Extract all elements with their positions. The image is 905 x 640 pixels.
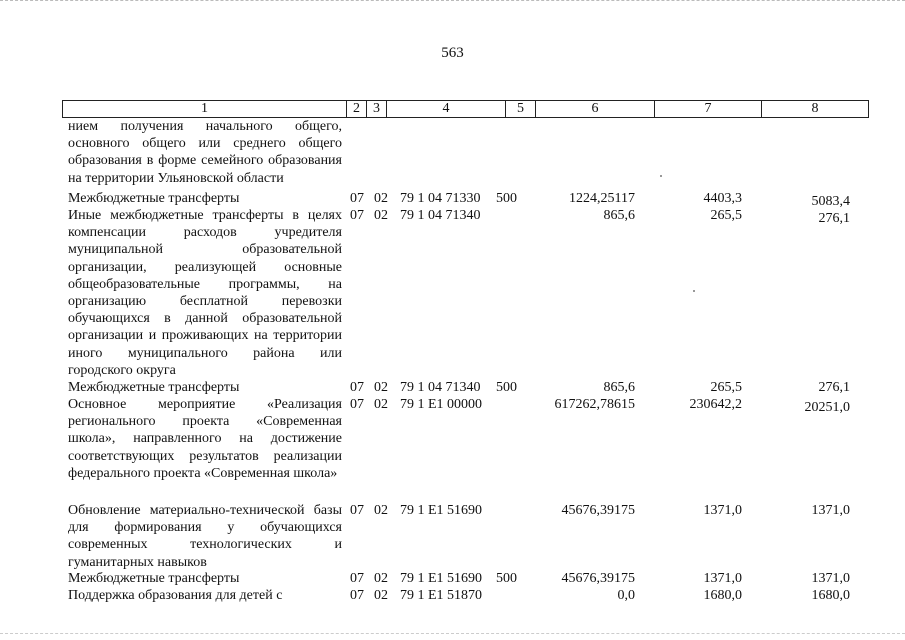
row-section-code: 07 bbox=[350, 571, 364, 586]
row-subsection-code: 02 bbox=[374, 191, 388, 206]
row-description: Основное мероприятие «Реализация регионального проекта «Современная школа», направленного на достижение соответствующих результатов реализации федерального проекта «Современная школа» bbox=[68, 397, 342, 481]
row-amount-col8: 1371,0 bbox=[811, 571, 850, 586]
header-cell-5: 5 bbox=[506, 101, 536, 118]
row-section-code: 07 bbox=[350, 588, 364, 603]
row-amount-col6: 865,6 bbox=[603, 380, 635, 395]
header-cell-3: 3 bbox=[367, 101, 387, 118]
header-cell-4: 4 bbox=[387, 101, 506, 118]
header-cell-8: 8 bbox=[762, 101, 869, 118]
row-description: Межбюджетные трансферты bbox=[68, 191, 240, 206]
row-amount-col7: 265,5 bbox=[710, 380, 742, 395]
row-description: Обновление материально-технической базы для формирования у обучающихся современных технологических и гуманитарных навыков bbox=[68, 503, 342, 570]
row-amount-col7: 265,5 bbox=[710, 208, 742, 223]
row-subsection-code: 02 bbox=[374, 503, 388, 518]
row-description: Межбюджетные трансферты bbox=[68, 571, 240, 586]
row-amount-col7: 1371,0 bbox=[703, 503, 742, 518]
row-target-article: 79 1 04 71340 bbox=[400, 208, 481, 223]
row-description: Межбюджетные трансферты bbox=[68, 380, 240, 395]
row-section-code: 07 bbox=[350, 191, 364, 206]
row-amount-col6: 45676,39175 bbox=[561, 571, 635, 586]
row-expense-type: 500 bbox=[496, 191, 517, 206]
row-amount-col6: 1224,25117 bbox=[569, 191, 635, 206]
row-section-code: 07 bbox=[350, 208, 364, 223]
row-amount-col7: 1680,0 bbox=[703, 588, 742, 603]
scan-bottom-edge bbox=[0, 633, 905, 634]
page-number: 563 bbox=[441, 45, 464, 61]
row-amount-col6: 45676,39175 bbox=[561, 503, 635, 518]
header-cell-2: 2 bbox=[347, 101, 367, 118]
row-section-code: 07 bbox=[350, 380, 364, 395]
header-cell-6: 6 bbox=[536, 101, 655, 118]
scan-speck bbox=[660, 175, 662, 177]
scan-speck bbox=[693, 290, 695, 292]
row-amount-col8: 276,1 bbox=[818, 211, 850, 226]
row-amount-col8: 276,1 bbox=[818, 380, 850, 395]
row-section-code: 07 bbox=[350, 397, 364, 412]
row-amount-col7: 230642,2 bbox=[689, 397, 742, 412]
header-cell-7: 7 bbox=[655, 101, 762, 118]
row-amount-col7: 4403,3 bbox=[703, 191, 742, 206]
row-target-article: 79 1 E1 00000 bbox=[400, 397, 483, 412]
row-amount-col8: 5083,4 bbox=[811, 194, 850, 209]
row-subsection-code: 02 bbox=[374, 380, 388, 395]
row-subsection-code: 02 bbox=[374, 397, 388, 412]
row-amount-col6: 0,0 bbox=[617, 588, 635, 603]
row-description: Поддержка образования для детей с bbox=[68, 588, 283, 603]
row-target-article: 79 1 04 71330 bbox=[400, 191, 481, 206]
row-amount-col6: 617262,78615 bbox=[554, 397, 635, 412]
row-subsection-code: 02 bbox=[374, 588, 388, 603]
header-cell-1: 1 bbox=[63, 101, 347, 118]
row-description: нием получения начального общего, основного общего или среднего общего образования в форме семейного образования на территории Ульяновской области bbox=[68, 119, 342, 186]
row-target-article: 79 1 E1 51690 bbox=[400, 503, 483, 518]
row-target-article: 79 1 E1 51690 bbox=[400, 571, 483, 586]
row-target-article: 79 1 E1 51870 bbox=[400, 588, 483, 603]
row-subsection-code: 02 bbox=[374, 208, 388, 223]
row-target-article: 79 1 04 71340 bbox=[400, 380, 481, 395]
row-section-code: 07 bbox=[350, 503, 364, 518]
row-amount-col8: 1371,0 bbox=[811, 503, 850, 518]
row-expense-type: 500 bbox=[496, 571, 517, 586]
row-expense-type: 500 bbox=[496, 380, 517, 395]
row-amount-col8: 1680,0 bbox=[811, 588, 850, 603]
row-description: Иные межбюджетные трансферты в целях компенсации расходов учредителя муниципальной образовательной организации, реализующей основные общеобразовательные программы, на организацию бесплатной перевозки обучающихся в данной образовательной организации и проживающих на территории иного муниципального района или городского округа bbox=[68, 208, 342, 378]
row-subsection-code: 02 bbox=[374, 571, 388, 586]
row-amount-col6: 865,6 bbox=[603, 208, 635, 223]
row-amount-col7: 1371,0 bbox=[703, 571, 742, 586]
row-amount-col8: 20251,0 bbox=[804, 400, 850, 415]
